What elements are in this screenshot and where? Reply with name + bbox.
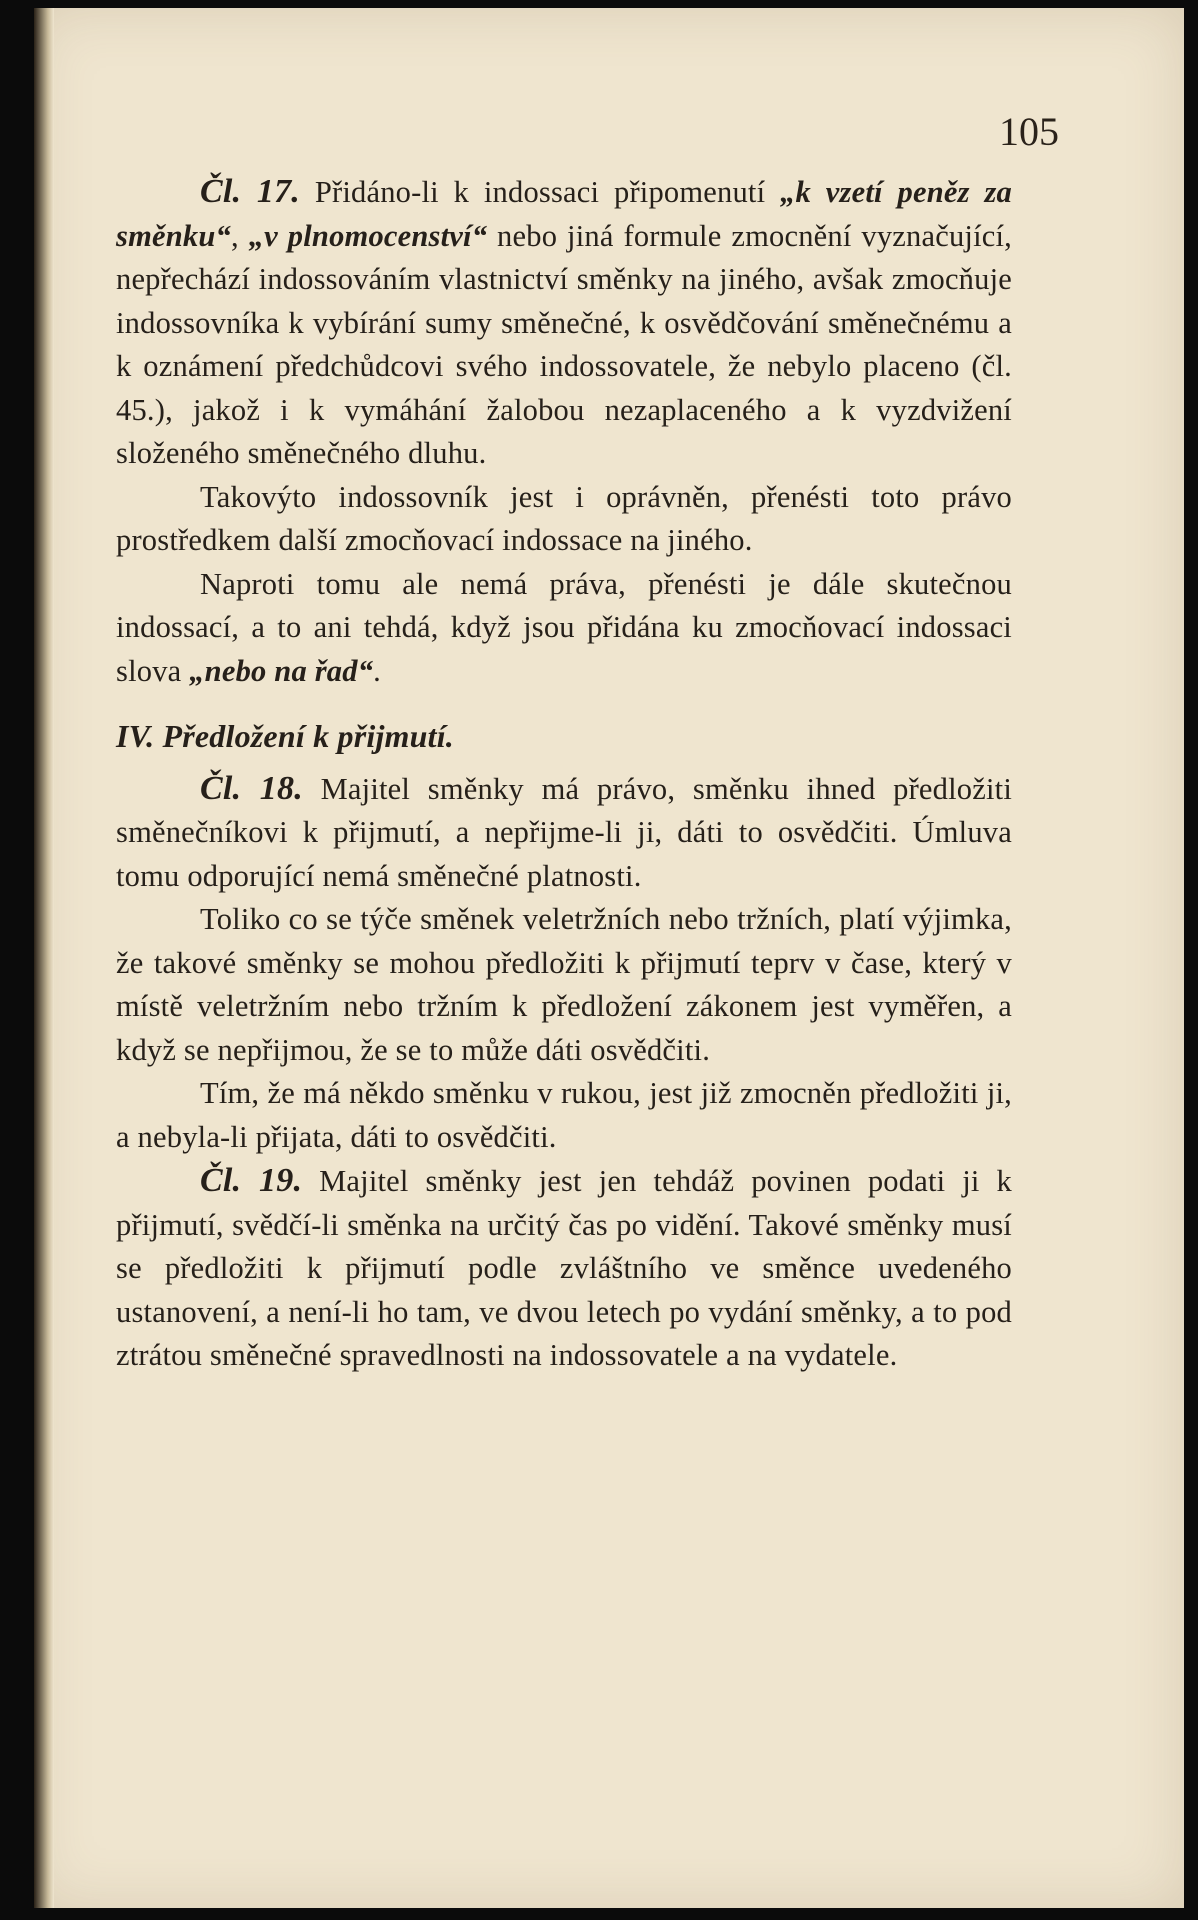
paragraph-article-18: Čl. 18. Majitel směnky má právo, směnku ihned předložiti směnečníkovi k přijmutí, a nepřijme-li ji, dáti to osvědčiti. Úmluva tomu odporující nemá směnečné platnosti. — [116, 769, 1012, 893]
emphasis: „nebo na řad“ — [189, 653, 374, 688]
paragraph: Tím, že má někdo směnku v rukou, jest již zmocněn předložiti ji, a nebyla-li přijata, dáti to osvědčiti. — [116, 1076, 1012, 1154]
paragraph: Toliko co se týče směnek veletržních nebo tržních, platí výjimka, že takové směnky se mohou předložiti k přijmutí teprv v čase, který v místě veletržním nebo tržním k předložení zákonem jest vyměřen, a když se nepřijmou, že se to může dáti osvědčiti. — [116, 902, 1012, 1067]
paragraph: Takovýto indossovník jest i oprávněn, přenésti toto právo prostředkem další zmocňovací indossace na jiného. — [116, 479, 1012, 557]
body-text — [116, 170, 1012, 1378]
paragraph: Naproti tomu ale nemá práva, přenésti je dále skutečnou indossací, a to ani tehdá, když jsou přidána ku zmocňovací indossaci slova „nebo na řad“. — [116, 566, 1012, 688]
emphasis: „v plnomocenství“ — [248, 218, 488, 253]
section-heading: IV. Předložení k přijmutí. — [116, 718, 455, 754]
paragraph-article-19: Čl. 19. Majitel směnky jest jen tehdáž povinen podati ji k přijmutí, svědčí-li směnka na určitý čas po vidění. Takové směnky musí se předložiti k přijmutí podle zvláštního ve směnce uvedeného ustanovení, a není-li ho tam, ve dvou letech po vydání směnky, a to pod ztrátou směnečné spravedlnosti na indossovatele a na vydatele. — [116, 1162, 1012, 1372]
article-number: Čl. 17. — [200, 173, 301, 210]
page-number: 105 — [999, 109, 1059, 154]
emphasis: „k vzetí peněz za směnku“ — [116, 175, 1012, 253]
page-binding-shadow — [34, 8, 54, 1908]
book-page — [34, 8, 1184, 1908]
paragraph-article-17: Čl. 17. Přidáno-li k indossaci připomenutí „k vzetí peněz za směnku“, „v plnomocenství“ nebo jiná formule zmocnění vyznačující, nepřechází indossováním vlastnictví směnky na jiného, avšak zmocňuje indossovníka k vybírání sumy směnečné, k osvědčování směnečnému a k oznámení předchůdcovi svého indossovatele, že nebylo placeno (čl. 45.), jakož i k vymáhání žalobou nezaplaceného a k vyzdvižení složeného směnečného dluhu. — [116, 173, 1012, 470]
article-number: Čl. 18. — [200, 769, 303, 807]
article-number: Čl. 19. — [200, 1162, 303, 1199]
